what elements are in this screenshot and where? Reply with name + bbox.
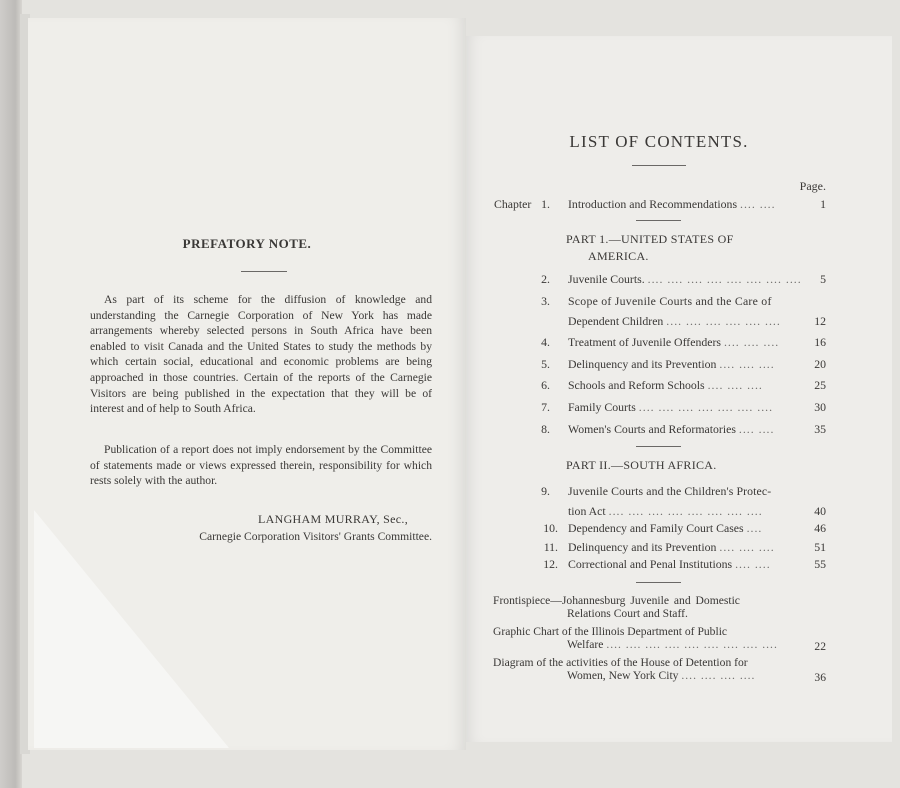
toc-row: 5. Delinquency and its Prevention .... .... .... 20 (541, 357, 826, 371)
book-edge-shadow (0, 0, 22, 788)
prefatory-paragraph-2: Publication of a report does not imply endorsement by the Committee of statements made or views expressed therein, responsibility for which rests solely with the author. (90, 443, 432, 488)
illustration-frontispiece: Frontispiece—Johannesburg Juvenile and Domestic Relations Court and Staff. (493, 594, 740, 620)
toc-row: 12. Correctional and Penal Institutions .... .... 55 (543, 557, 826, 571)
illustration-graphic-chart: Graphic Chart of the Illinois Department of Public Welfare .... .... .... .... .... .... .... .... .... 22 (493, 625, 826, 653)
illustrations-divider (636, 582, 681, 583)
toc-row: 2. Juvenile Courts. .... .... .... .... .... .... .... .... 5 (541, 272, 826, 286)
toc-row: 4. Treatment of Juvenile Offenders .... .... .... 16 (541, 335, 826, 349)
toc-row: Dependent Children .... .... .... .... .... .... 12 (568, 314, 826, 328)
toc-row: tion Act .... .... .... .... .... .... .... .... 40 (568, 504, 826, 518)
toc-page: 1 (820, 197, 826, 211)
toc-row: 11. Delinquency and its Prevention .... .... .... 51 (543, 540, 826, 554)
signature-name: LANGHAM MURRAY, Sec., (258, 512, 408, 526)
toc-row: 10. Dependency and Family Court Cases .... 46 (543, 521, 826, 535)
part-divider (636, 446, 681, 447)
toc-row-chapter-1 (494, 197, 826, 213)
toc-row: 6. Schools and Reform Schools .... .... .... 25 (541, 378, 826, 392)
toc-row: 3. Scope of Juvenile Courts and the Care of (541, 294, 772, 308)
illustration-diagram: Diagram of the activities of the House of Detention for Women, New York City .... .... .... .... 36 (493, 656, 826, 684)
part-divider (636, 220, 681, 221)
chapter-label: Chapter (494, 197, 532, 211)
contents-title: LIST OF CONTENTS. (569, 132, 749, 151)
toc-row: 7. Family Courts .... .... .... .... .... .... .... 30 (541, 400, 826, 414)
toc-row: 8. Women's Courts and Reformatories .... .... 35 (541, 422, 826, 436)
toc-row: 9. Juvenile Courts and the Children's Protec- (541, 484, 772, 498)
part1-heading-line2: AMERICA. (588, 249, 649, 263)
prefatory-paragraph-1: As part of its scheme for the diffusion of knowledge and understanding the Carnegie Corporation of New York has made arrangements whereby selected persons in South Africa have been enabled to visit Canada and the United States to study the methods by which certain social, educational and economic problems are being approached in those countries. Certain of the reports of the Carnegie Visitors are being published in the expectation that they will be of interest and of help to South Africa. (90, 293, 432, 416)
part2-heading: PART II.—SOUTH AFRICA. (566, 458, 717, 472)
title-divider (241, 271, 287, 272)
part1-heading-line1: PART 1.—UNITED STATES OF (566, 232, 734, 246)
toc-num: 1. (541, 197, 550, 211)
prefatory-note-title: PREFATORY NOTE. (182, 236, 312, 251)
signature-organization: Carnegie Corporation Visitors' Grants Committee. (199, 530, 432, 543)
page-column-heading: Page. (799, 179, 826, 193)
toc-title: Introduction and Recommendations .... .... (568, 197, 776, 211)
contents-title-divider (632, 165, 686, 166)
